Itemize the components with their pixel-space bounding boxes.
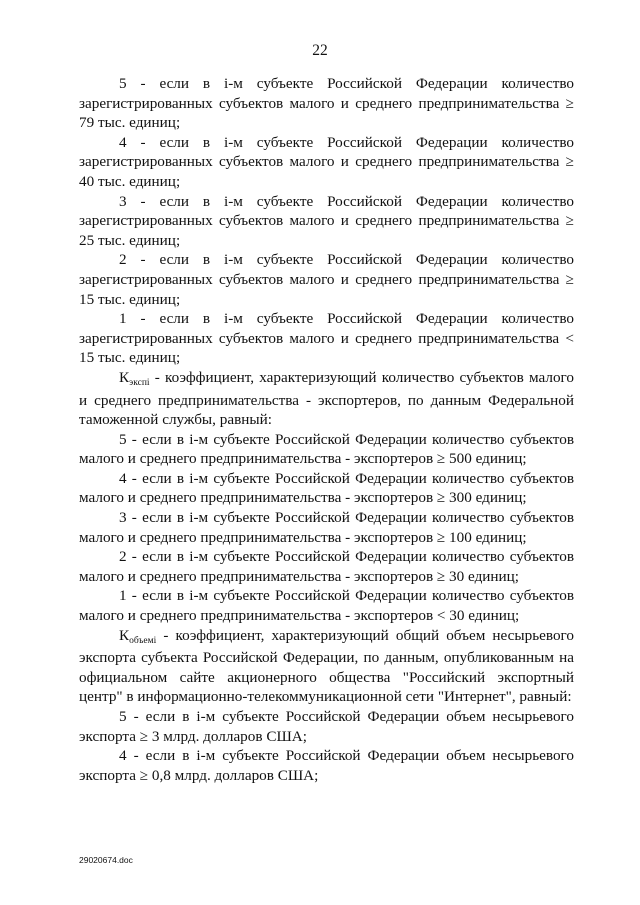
export-item-4: 4 - если в i-м субъекте Российской Федерации количество субъектов малого и среднего предпринимательства - экспортеров ≥ 300 единиц; (79, 469, 574, 507)
k-export-definition (79, 368, 574, 430)
export-item-1: 1 - если в i-м субъекте Российской Федерации количество субъектов малого и среднего предпринимательства - экспортеров < 30 единиц; (79, 587, 574, 625)
file-name-footer: 29020674.doc (79, 855, 133, 865)
count-item-2: 2 - если в i-м субъекте Российской Федерации количество зарегистрированных субъектов малого и среднего предпринимательства ≥ 15 тыс. единиц; (79, 251, 574, 308)
page-number: 22 (312, 42, 328, 59)
count-item-4: 4 - если в i-м субъекте Российской Федерации количество зарегистрированных субъектов малого и среднего предпринимательства ≥ 40 тыс. единиц; (79, 133, 574, 190)
volume-item-4: 4 - если в i-м субъекте Российской Федерации объем несырьевого экспорта ≥ 0,8 млрд. долларов США; (79, 747, 574, 784)
k-volume-text: - коэффициент, характеризующий общий объем несырьевого экспорта субъекта Российской Федерации, по данным, опубликованным на официальном сайте акционерного общества "Российский экспортный центр" в информационно-телекоммуникационной сети "Интернет", равный: (79, 626, 574, 706)
k-volume-definition (79, 626, 574, 707)
count-item-3: 3 - если в i-м субъекте Российской Федерации количество зарегистрированных субъектов малого и среднего предпринимательства ≥ 25 тыс. единиц; (79, 192, 574, 249)
export-item-3: 3 - если в i-м субъекте Российской Федерации количество субъектов малого и среднего предпринимательства - экспортеров ≥ 100 единиц; (79, 509, 574, 546)
k-export-text: - коэффициент, характеризующий количество субъектов малого и среднего предпринимательства - экспортеров, по данным Федеральной таможенной службы, равный: (79, 368, 574, 429)
k-volume-symbol: К (119, 626, 130, 644)
k-volume-subscript: объемi (129, 635, 157, 646)
count-item-5: 5 - если в i-м субъекте Российской Федерации количество зарегистрированных субъектов малого и среднего предпринимательства ≥ 79 тыс. единиц; (79, 75, 574, 132)
export-item-5: 5 - если в i-м субъекте Российской Федерации количество субъектов малого и среднего предпринимательства - экспортеров ≥ 500 единиц; (79, 430, 574, 468)
volume-item-5: 5 - если в i-м субъекте Российской Федерации объем несырьевого экспорта ≥ 3 млрд. долларов США; (79, 708, 574, 745)
k-export-symbol: К (119, 368, 130, 386)
export-item-2: 2 - если в i-м субъекте Российской Федерации количество субъектов малого и среднего предпринимательства - экспортеров ≥ 30 единиц; (79, 548, 574, 585)
count-item-1: 1 - если в i-м субъекте Российской Федерации количество зарегистрированных субъектов малого и среднего предпринимательства < 15 тыс. единиц; (79, 310, 574, 367)
document-body (79, 74, 574, 785)
k-export-subscript: экспi (129, 377, 150, 388)
